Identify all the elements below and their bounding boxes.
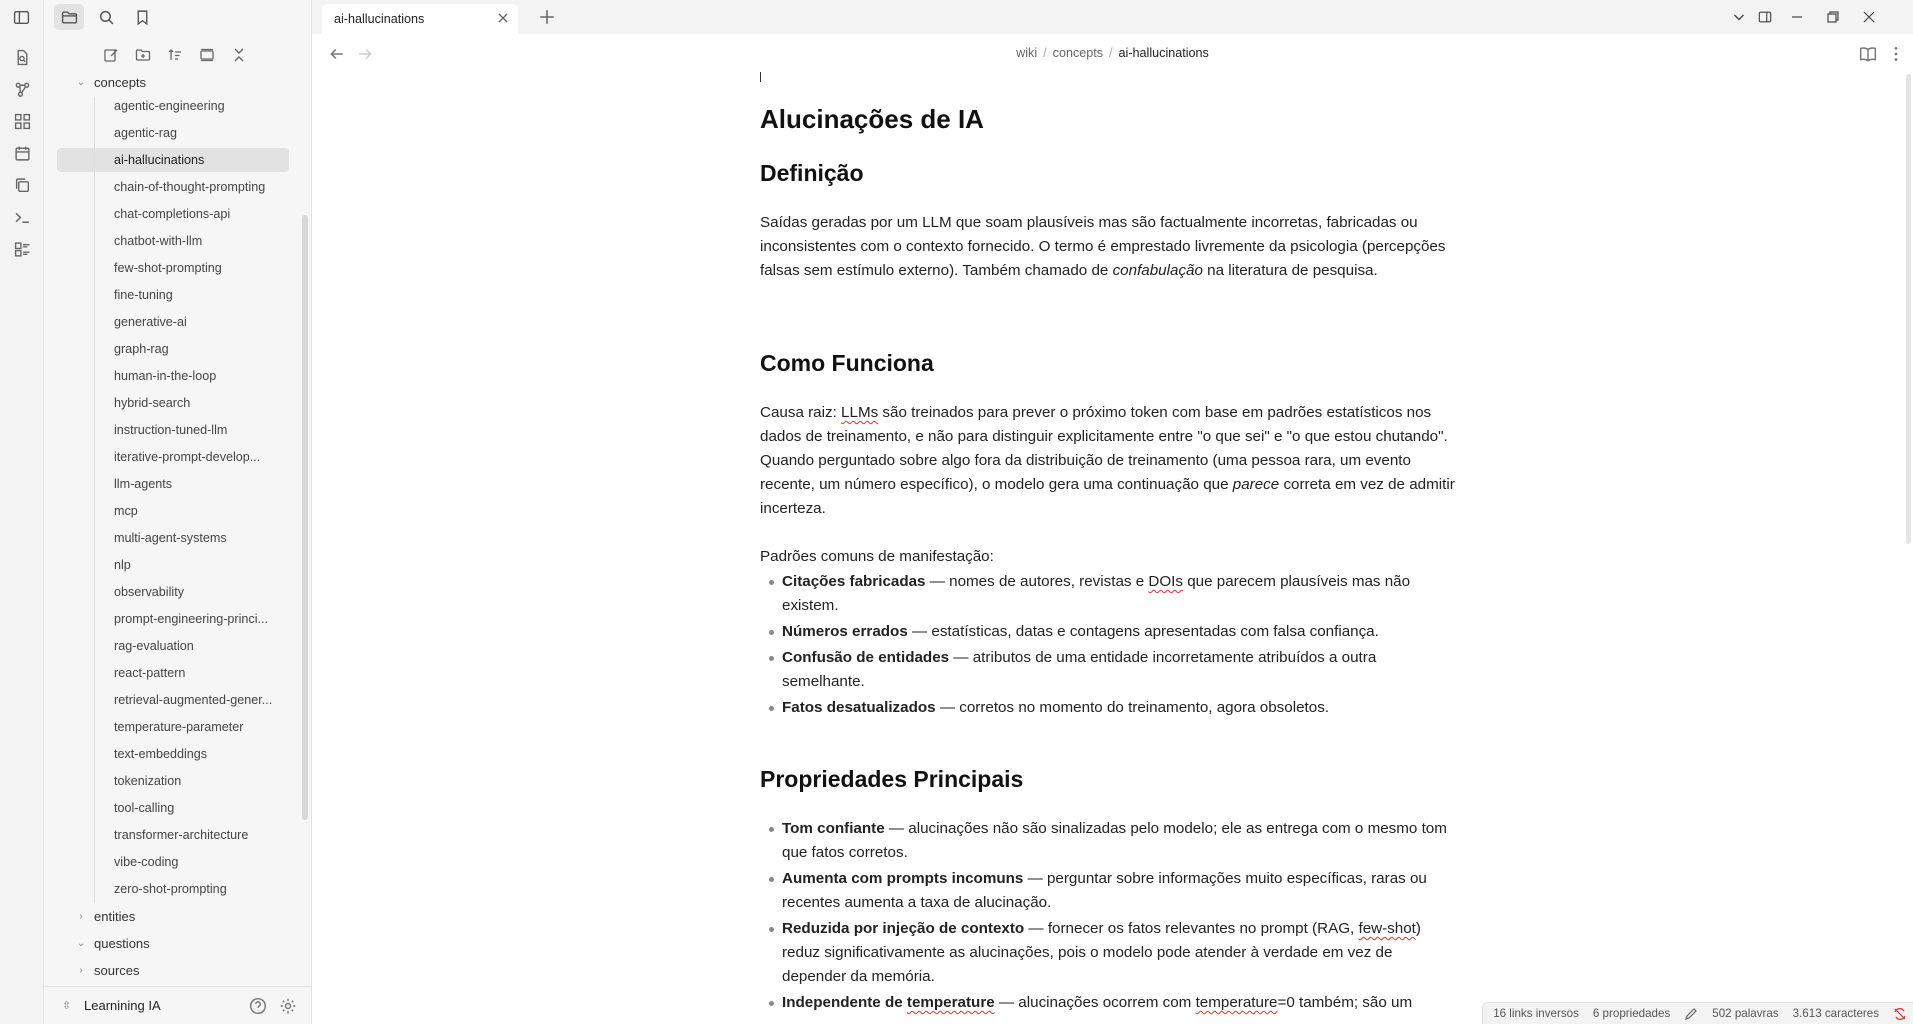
search-icon[interactable] [91,4,121,30]
tab-label: ai-hallucinations [334,12,425,26]
file-item[interactable]: instruction-tuned-llm [114,423,228,437]
status-backlinks[interactable]: 16 links inversos [1493,1007,1579,1020]
list-item: Aumenta com prompts incomuns — perguntar sobre informações muito específicas, raras ou recentes aumenta a taxa de alucinação. [760,867,1460,915]
list-item: Confusão de entidades — atributos de uma entidade incorretamente atribuídos a outra semelhante. [760,646,1460,694]
canvas-icon[interactable] [12,111,32,131]
list-padroes [760,570,1460,722]
file-explorer-sidebar [44,0,312,1024]
file-item[interactable]: hybrid-search [114,396,191,410]
file-item[interactable]: retrieval-augmented-gener... [114,693,273,707]
sidebar-scrollbar[interactable] [302,215,308,820]
file-item[interactable]: agentic-rag [114,126,178,140]
sort-icon[interactable] [164,44,186,66]
file-item[interactable]: temperature-parameter [114,720,244,734]
list-item: Tom confiante — alucinações não são sinalizadas pelo modelo; ele as entrega com o mesmo tom que fatos corretos. [760,817,1460,865]
paragraph-padroes: Padrões comuns de manifestação: [760,548,994,565]
file-item[interactable]: text-embeddings [114,747,208,761]
list-item: Fatos desatualizados — corretos no momento do treinamento, agora obsoletos. [760,696,1460,720]
breadcrumb-item-current[interactable]: ai-hallucinations [1118,46,1209,60]
tree-indent-guide [94,97,95,903]
heading-definicao: Definição [760,160,864,186]
breadcrumb-item-concepts[interactable]: concepts [1052,46,1104,60]
new-tab-plus-icon[interactable] [538,8,556,26]
status-words: 502 palavras [1712,1007,1779,1020]
file-item[interactable]: react-pattern [114,666,186,680]
file-item[interactable]: graph-rag [114,342,169,356]
copy-icon[interactable] [12,175,32,195]
auto-reveal-icon[interactable] [196,44,218,66]
vault-switcher[interactable] [44,986,312,1024]
file-item[interactable]: prompt-engineering-princi... [114,612,268,626]
folder-icon[interactable] [54,4,84,30]
status-properties[interactable]: 6 propriedades [1592,1007,1671,1020]
status-chars: 3.613 caracteres [1792,1007,1879,1020]
file-item[interactable]: generative-ai [114,315,187,329]
file-item[interactable]: nlp [114,558,131,572]
file-item[interactable]: chat-completions-api [114,207,231,221]
chevron-down-icon: ⌄ [76,937,86,949]
file-item[interactable]: multi-agent-systems [114,531,227,545]
chevron-right-icon: › [79,910,83,922]
heading-como-funciona: Como Funciona [760,350,934,376]
folder-label: concepts [94,74,147,90]
file-item[interactable]: ai-hallucinations [57,148,289,172]
file-search-icon[interactable] [12,47,32,67]
list-item: Reduzida por injeção de contexto — fornecer os fatos relevantes no prompt (RAG, few-shot) reduz significativamente as alucinações, pois o modelo pode atender à verdade em vez de depender da memória. [760,917,1460,989]
tab-bar [312,0,1913,34]
paragraph-como-funciona: Causa raiz: LLMs são treinados para prever o próximo token com base em padrões estatísticos nos dados de treinamento, e não para distinguir explicitamente entre "o que sei" e "o que estou chutando". Quando perguntado sobre algo fora da distribuição de treinamento (uma pessoa rara, um evento recente, um número específico), o modelo gera uma continuação que parece correta em vez de admitir incerteza. [760,404,1455,517]
list-propriedades [760,817,1460,1017]
folder-label: sources [94,962,140,978]
file-item[interactable]: mcp [114,504,138,518]
explorer-toolbar [100,44,250,66]
calendar-icon[interactable] [12,143,32,163]
collapse-all-icon[interactable] [228,44,250,66]
chevron-updown-icon: ⇳ [62,1000,72,1012]
folder-sources[interactable] [74,958,140,982]
bookmark-icon[interactable] [127,4,157,30]
file-item[interactable]: fine-tuning [114,288,173,302]
list-item: Independente de temperature — alucinações ocorrem com temperature=0 também; são um [760,991,1460,1015]
sidebar-toggle-icon[interactable] [6,4,36,30]
file-item[interactable]: zero-shot-prompting [114,882,227,896]
file-item[interactable]: chatbot-with-llm [114,234,203,248]
help-icon[interactable] [249,997,267,1015]
file-item[interactable]: vibe-coding [114,855,179,869]
file-item[interactable]: agentic-engineering [114,99,225,113]
left-ribbon [0,0,44,1024]
folder-label: entities [94,908,136,924]
file-item[interactable]: few-shot-prompting [114,261,222,275]
pencil-icon[interactable] [1684,1007,1698,1021]
new-note-icon[interactable] [100,44,122,66]
folder-concepts[interactable] [74,70,146,94]
list-item: Citações fabricadas — nomes de autores, revistas e DOIs que parecem plausíveis mas não existem. [760,570,1460,618]
close-icon[interactable] [496,11,510,25]
chevron-down-icon: ⌄ [76,76,86,88]
more-options-icon[interactable] [1887,45,1905,63]
reading-view-book-icon[interactable] [1859,45,1877,63]
text-cursor [760,72,761,82]
heading-propriedades: Propriedades Principais [760,766,1024,792]
folder-label: questions [94,935,150,951]
file-item[interactable]: rag-evaluation [114,639,194,653]
sync-error-icon[interactable] [1893,1007,1907,1021]
folder-questions[interactable] [74,931,150,955]
minimize-icon[interactable] [1787,7,1807,27]
file-item[interactable]: chain-of-thought-prompting [114,180,266,194]
file-item[interactable]: tool-calling [114,801,175,815]
graph-icon[interactable] [12,79,32,99]
paragraph-definicao: Saídas geradas por um LLM que soam plausíveis mas são factualmente incorretas, fabricadas ou inconsistentes com o contexto fornecido. O termo é emprestado livremente da psicologia (percepções falsas sem estímulo externo). Também chamado de confabulação na literatura de pesquisa. [760,214,1446,279]
breadcrumb-item-wiki[interactable]: wiki [1016,46,1038,60]
properties-icon[interactable] [12,239,32,259]
gear-icon[interactable] [279,997,297,1015]
right-sidebar-toggle-icon[interactable] [1755,7,1775,27]
terminal-icon[interactable] [12,207,32,227]
file-item[interactable]: iterative-prompt-develop... [114,450,261,464]
tab-list-chevron-icon[interactable] [1729,7,1749,27]
file-item[interactable]: transformer-architecture [114,828,249,842]
restore-icon[interactable] [1823,7,1843,27]
breadcrumb: wiki / concepts / ai-hallucinations [1016,46,1209,60]
window-close-icon[interactable] [1859,7,1879,27]
status-bar [1482,1002,1913,1024]
sidebar-tab-header [44,0,312,34]
list-item: Números errados — estatísticas, datas e contagens apresentadas com falsa confiança. [760,620,1460,644]
folder-entities[interactable] [74,904,135,928]
tab-ai-hallucinations[interactable] [322,4,518,34]
file-item[interactable]: llm-agents [114,477,173,491]
note-title: Alucinações de IA [760,104,984,134]
file-item[interactable]: observability [114,585,184,599]
chevron-right-icon: › [79,964,83,976]
editor-scrollbar[interactable] [1906,74,1911,544]
new-folder-icon[interactable] [132,44,154,66]
file-item[interactable]: human-in-the-loop [114,369,217,383]
vault-name: Learnining IA [84,998,161,1013]
file-item[interactable]: tokenization [114,774,182,788]
view-header [312,34,1913,74]
